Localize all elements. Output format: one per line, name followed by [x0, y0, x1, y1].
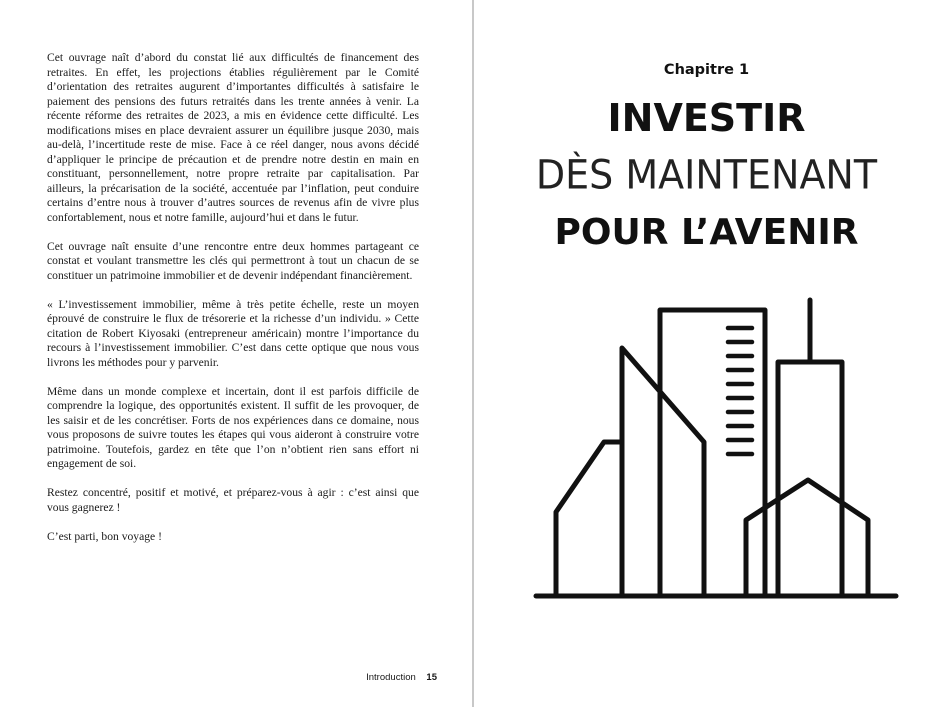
- introduction-body-text: [47, 51, 419, 559]
- tower-windows: [728, 328, 752, 454]
- paragraph-2: Cet ouvrage naît ensuite d’une rencontre entre deux hommes partageant ce constat et voulant transmettre les clés qui permettront à tout un chacun de se constituer un patrimoine immobilier et de devenir indépendant financièrement.: [47, 239, 419, 282]
- city-skyline-icon: [532, 296, 902, 604]
- paragraph-4: Même dans un monde complexe et incertain, dont il est parfois difficile de comprendre la logique, des opportunités existent. Il suffit de les provoquer, de les saisir et de les concrétiser. Forts de nos expériences dans ce domaine, nous vous proposons de suivre toutes les étapes qui vous aideront à construire votre patrimoine. Toutefois, gardez en tête que l’on n’obtient rien sans effort ni engagement de soi.: [47, 384, 419, 470]
- chapter-label: Chapitre 1: [663, 62, 750, 78]
- right-page: [474, 0, 939, 707]
- chapter-title-line-1: INVESTIR: [607, 96, 806, 140]
- paragraph-3: « L’investissement immobilier, même à très petite échelle, reste un moyen éprouvé de construire le flux de trésorerie et la richesse d’un individu. » Cette citation de Robert Kiyosaki (entrepreneur américain) montre l’importance du recours à l’investissement immobilier. C’est dans cette optique que nous vous livrons les méthodes pour y parvenir.: [47, 297, 419, 369]
- small-left-building: [556, 442, 622, 596]
- chapter-title-line-2: DÈS MAINTENANT: [535, 151, 878, 199]
- paragraph-5: Restez concentré, positif et motivé, et préparez-vous à agir : c’est ainsi que vous gagnerez !: [47, 486, 419, 514]
- chapter-title-line-3: POUR L’AVENIR: [554, 212, 859, 253]
- paragraph-6: C’est parti, bon voyage !: [47, 529, 162, 543]
- folio-label: Introduction: [366, 672, 416, 683]
- page-number: 15: [426, 672, 437, 683]
- page-footer: [300, 672, 437, 683]
- slanted-skyscraper: [622, 348, 704, 596]
- paragraph-1: Cet ouvrage naît d’abord du constat lié aux difficultés de financement des retraites. En effet, les projections établies régulièrement par le Comité d’orientation des retraites augurent d’importantes difficultés à satisfaire le paiement des pensions des futurs retraités dans les trente années à venir. La récente réforme des retraites de 2023, a mis en évidence cette difficulté. Les modifications mises en place devraient assurer un équilibre jusque 2030, mais au-delà, l’incertitude reste de mise. Face à ce réel danger, nous avons décidé d’appliquer le principe de précaution et de prendre notre destin en main en constituant, personnellement, notre propre retraite par capitalisation. Par ailleurs, la précarisation de la société, accentuée par l’inflation, peut conduire certains d’entre nous à trouver d’autres sources de revenus afin de vivre plus confortablement, nous et notre famille, aujourd’hui et dans le futur.: [47, 51, 419, 224]
